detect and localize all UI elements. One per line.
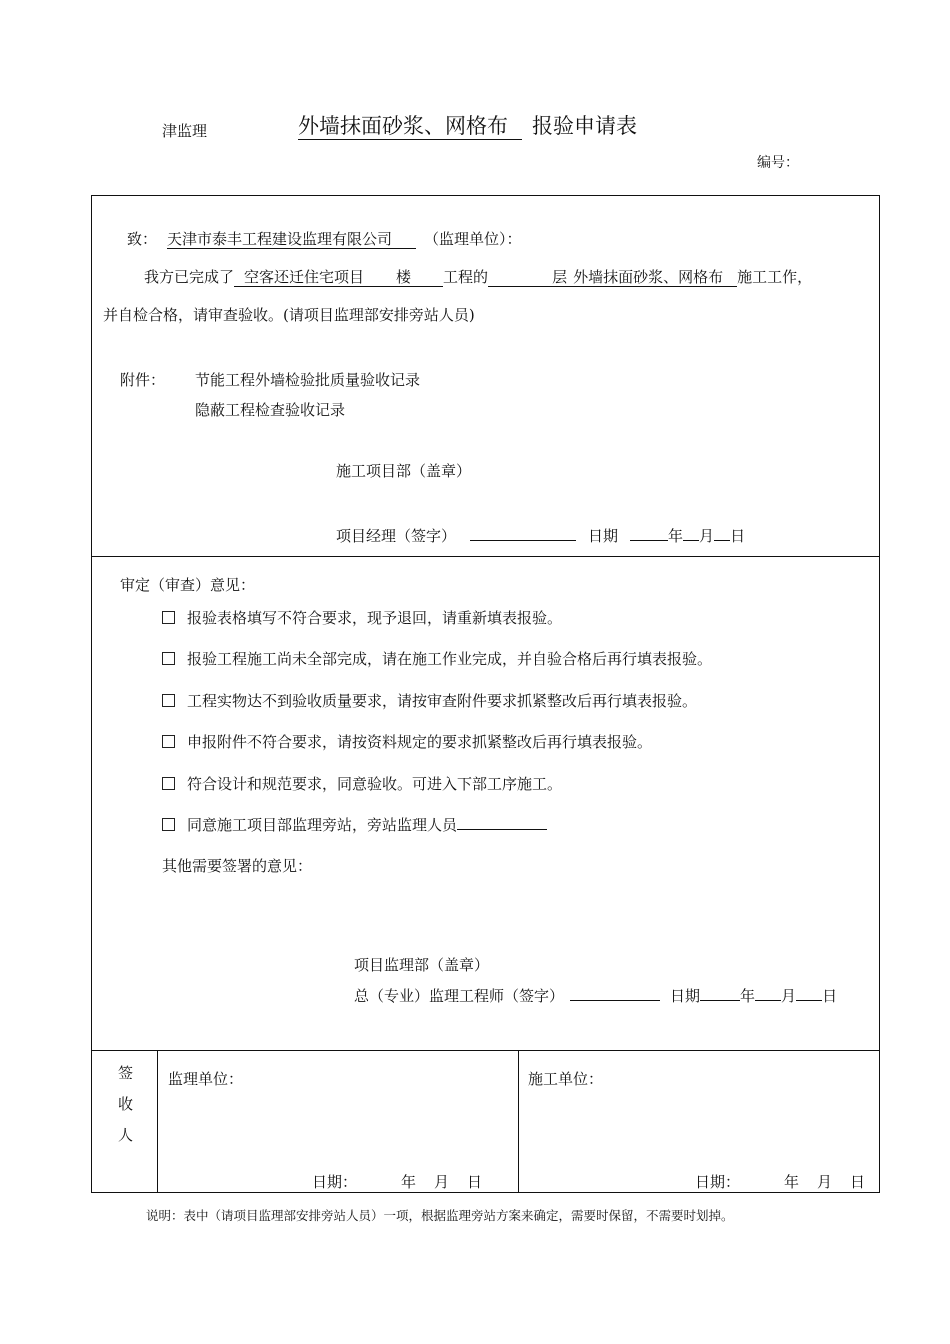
completion-line — [144, 266, 812, 287]
review-option-text: 工程实物达不到验收质量要求，请按审查附件要求抓紧整改后再行填表报验。 — [187, 692, 698, 710]
checkbox[interactable] — [162, 818, 175, 831]
month-label: 月 — [817, 1173, 833, 1191]
divider-1 — [91, 556, 880, 557]
footnote: 说明：表中（请项目监理部安排旁站人员）一项，根据监理旁站方案来确定，需要时保留，不需要时划掉。 — [146, 1208, 734, 1223]
day-label: 日 — [822, 987, 838, 1005]
construction-dept-seal: 施工项目部（盖章） — [336, 462, 472, 480]
work-item: 外墙抹面砂浆、网格布 — [573, 268, 724, 286]
attach-label: 附件： — [120, 371, 166, 389]
review-option-text: 报验工程施工尚未全部完成，请在施工作业完成，并自验合格后再行填表报验。 — [187, 650, 713, 668]
review-option[interactable] — [162, 814, 547, 835]
pm-sign-label: 项目经理（签字） — [336, 527, 457, 545]
review-option-text: 申报附件不符合要求，请按资料规定的要求抓紧整改后再行填表报验。 — [187, 733, 653, 751]
review-option-text: 报验表格填写不符合要求，现予退回，请重新填表报验。 — [187, 609, 563, 627]
divider-unit-col — [518, 1050, 519, 1192]
other-opinions: 其他需要签署的意见： — [162, 857, 313, 875]
form-title — [298, 110, 637, 140]
review-option[interactable] — [162, 690, 697, 711]
date-label: 日期 — [670, 987, 701, 1005]
p1-prefix: 我方已完成了 — [144, 268, 235, 286]
checkbox[interactable] — [162, 777, 175, 790]
pm-sign-line — [336, 525, 745, 546]
self-check-line: 并自检合格，请审查验收。(请项目监理部安排旁站人员) — [103, 306, 475, 324]
review-heading: 审定（审查）意见： — [120, 576, 256, 594]
title-underlined: 外墙抹面砂浆、网格布 — [298, 113, 522, 140]
project-name — [234, 269, 443, 287]
divider-sign-col — [157, 1050, 158, 1192]
org-short: 津监理 — [162, 122, 208, 140]
month-label: 月 — [434, 1173, 450, 1191]
to-company: 天津市泰丰工程建设监理有限公司 — [167, 231, 416, 249]
supervisor-name-field[interactable] — [457, 815, 547, 830]
year-label: 年 — [401, 1173, 417, 1191]
review-option[interactable] — [162, 648, 712, 669]
month-label: 月 — [781, 987, 797, 1005]
date-label: 日期： — [312, 1173, 358, 1191]
review-option[interactable] — [162, 731, 652, 752]
number-label: 编号： — [757, 155, 799, 171]
supervision-unit-label: 监理单位： — [168, 1070, 244, 1088]
sign-label-2: 收 — [118, 1095, 134, 1113]
day-field[interactable] — [714, 526, 730, 541]
day-label: 日 — [467, 1173, 483, 1191]
date-label: 日期 — [588, 527, 619, 545]
checkbox[interactable] — [162, 652, 175, 665]
sign-label-3: 人 — [118, 1126, 134, 1144]
checkbox[interactable] — [162, 611, 175, 624]
building: 楼 — [396, 268, 412, 286]
pm-sign-field[interactable] — [470, 526, 576, 541]
attach-2: 隐蔽工程检查验收记录 — [195, 401, 346, 419]
to-suffix: （监理单位）： — [424, 230, 522, 248]
supervision-date-line — [312, 1171, 482, 1192]
year-label: 年 — [668, 527, 684, 545]
date-label: 日期： — [695, 1173, 741, 1191]
engineer-sign-line — [354, 985, 837, 1006]
project: 空客还迁住宅项目 — [244, 268, 365, 286]
year-label: 年 — [740, 987, 756, 1005]
month-field[interactable] — [755, 986, 781, 1001]
month-label: 月 — [699, 527, 715, 545]
year-field[interactable] — [700, 986, 740, 1001]
sign-label-1: 签 — [118, 1064, 134, 1082]
to-label: 致： — [127, 230, 158, 248]
construction-date-line — [695, 1171, 865, 1192]
title-rest: 报验申请表 — [532, 114, 637, 138]
review-option-text: 符合设计和规范要求，同意验收。可进入下部工序施工。 — [187, 775, 563, 793]
review-option[interactable] — [162, 773, 562, 794]
attach-1: 节能工程外墙检验批质量验收记录 — [195, 371, 421, 389]
supervision-dept-seal: 项目监理部（盖章） — [354, 956, 490, 974]
divider-2 — [91, 1050, 880, 1051]
day-field[interactable] — [796, 986, 822, 1001]
year-label: 年 — [784, 1173, 800, 1191]
engineer-sign-label: 总（专业）监理工程师（签字） — [354, 987, 565, 1005]
checkbox[interactable] — [162, 735, 175, 748]
p1-gongcheng: 工程的 — [443, 268, 489, 286]
review-option[interactable] — [162, 607, 562, 628]
day-label: 日 — [730, 527, 746, 545]
review-option-text: 同意施工项目部监理旁站，旁站监理人员 — [187, 816, 458, 834]
year-field[interactable] — [630, 526, 668, 541]
floor-field — [488, 269, 737, 287]
construction-unit-label: 施工单位： — [528, 1070, 604, 1088]
engineer-sign-field[interactable] — [570, 986, 660, 1001]
day-label: 日 — [850, 1173, 866, 1191]
to-line — [127, 228, 522, 249]
floor-label: 层 — [552, 268, 568, 286]
checkbox[interactable] — [162, 694, 175, 707]
month-field[interactable] — [683, 526, 699, 541]
p1-suffix: 施工工作， — [737, 268, 813, 286]
